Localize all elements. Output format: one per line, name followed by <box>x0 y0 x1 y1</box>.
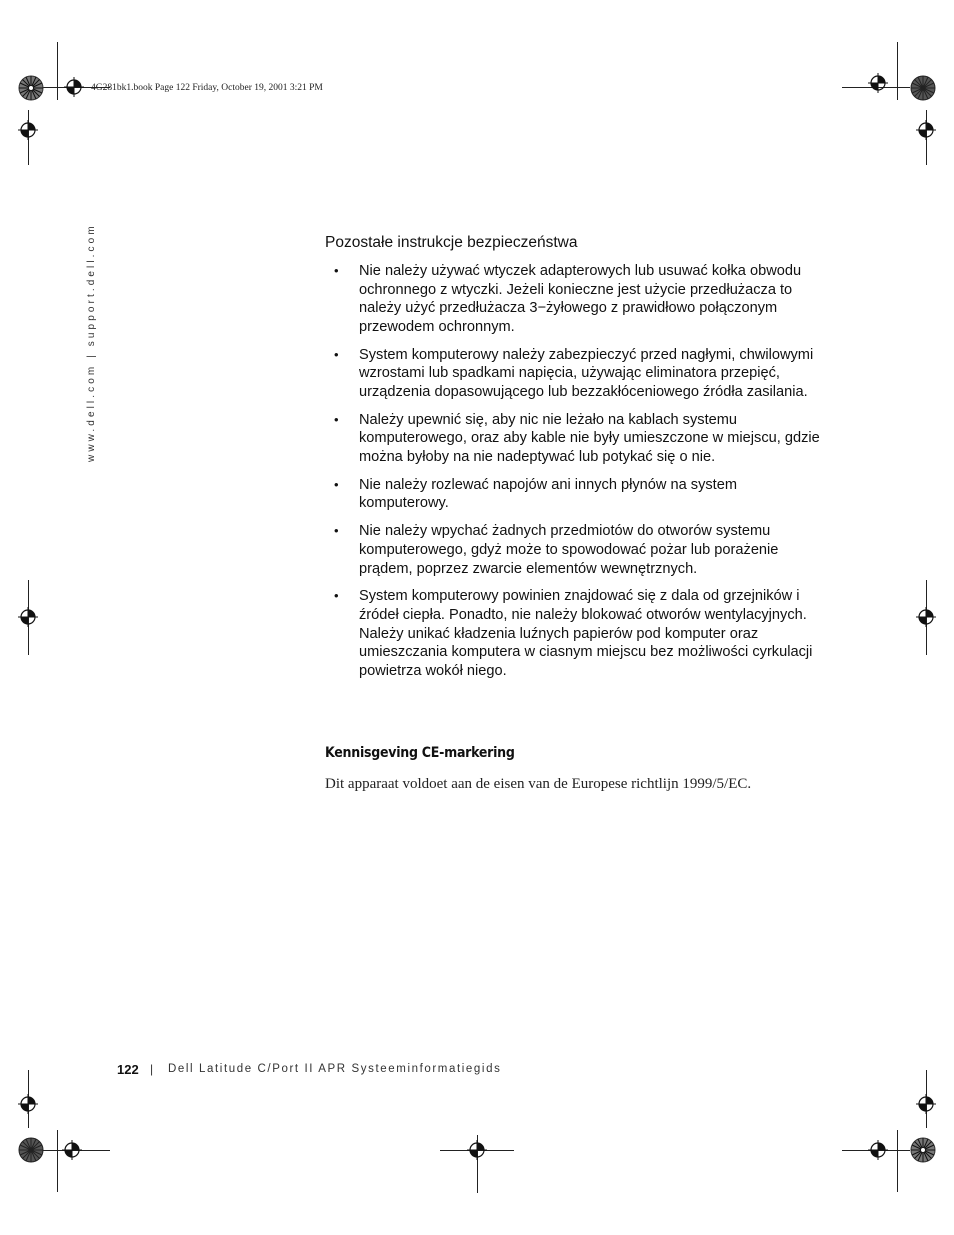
list-item <box>325 262 825 336</box>
ce-heading: Kennisgeving CE-markering <box>325 745 515 761</box>
list-item <box>325 587 825 680</box>
list-item-text: Nie należy wpychać żadnych przedmiotów do otworów systemu komputerowego, gdyż może to spowodować pożar lub porażenie prądem, poprzez zwarcie elementów wewnętrznych. <box>359 523 779 577</box>
registration-mark-icon <box>868 1140 888 1160</box>
starburst-target-icon <box>18 1137 44 1163</box>
crop-line <box>57 1130 58 1192</box>
list-item-text: System komputerowy powinien znajdować się z dala od grzejników i źródeł ciepła. Ponadto, nie należy blokować otworów wentylacyjnych. Należy unikać kładzenia luźnych papierów pod komputer oraz umieszczania komputera w ciasnym miejscu bez możliwości cyrkulacji powietrza wokół niego. <box>359 588 813 679</box>
footer-separator: | <box>150 1062 154 1076</box>
bullet-icon: • <box>334 346 339 362</box>
bullet-icon: • <box>334 263 339 278</box>
side-url: www.dell.com | support.dell.com <box>86 223 97 462</box>
bullet-list <box>325 262 825 690</box>
crop-line <box>57 42 58 100</box>
registration-mark-icon <box>64 77 84 97</box>
registration-mark-icon <box>18 607 38 627</box>
crop-line <box>897 1130 898 1192</box>
list-item-text: Nie należy rozlewać napojów ani innych płynów na system komputerowy. <box>359 476 738 512</box>
bullet-icon: • <box>334 588 339 604</box>
footer-doc-title: Dell Latitude C/Port II APR Systeeminformatiegids <box>168 1063 502 1075</box>
registration-mark-icon <box>916 120 936 140</box>
registration-mark-icon <box>18 120 38 140</box>
crop-line <box>897 42 898 100</box>
list-item <box>325 346 825 402</box>
list-item-text: System komputerowy należy zabezpieczyć przed nagłymi, chwilowymi wzrostami lub spadkami napięcia, używając eliminatora przepięć, urządzenia dopasowującego lub bezzakłóceniowego źródła zasilania. <box>359 346 814 400</box>
page-number: 122 <box>117 1062 139 1077</box>
registration-mark-icon <box>18 1094 38 1114</box>
list-item <box>325 476 825 513</box>
list-item-text: Nie należy używać wtyczek adapterowych lub usuwać kołka obwodu ochronnego z wtyczki. Jeżeli konieczne jest użycie przedłużacza to należy użyć przedłużacza 3−żyłowego z prawidłowo połączonym przewodem ochronnym. <box>359 263 802 335</box>
registration-mark-icon <box>62 1140 82 1160</box>
bullet-icon: • <box>334 523 339 539</box>
registration-mark-icon <box>868 73 888 93</box>
registration-mark-icon <box>916 607 936 627</box>
ce-body-text: Dit apparaat voldoet aan de eisen van de Europese richtlijn 1999/5/EC. <box>325 776 752 792</box>
list-item-text: Należy upewnić się, aby nic nie leżało na kablach systemu komputerowego, oraz aby kable nie były umieszczone w miejscu, gdzie można byłoby na nie nadeptywać lub potykać się o nie. <box>359 411 820 465</box>
file-header: 4G281bk1.book Page 122 Friday, October 19, 2001 3:21 PM <box>91 83 323 93</box>
section-heading: Pozostałe instrukcje bezpieczeństwa <box>325 234 578 251</box>
list-item <box>325 411 825 467</box>
starburst-target-icon <box>18 75 44 101</box>
list-item <box>325 522 825 578</box>
starburst-target-icon <box>910 1137 936 1163</box>
registration-mark-icon <box>467 1140 487 1160</box>
registration-mark-icon <box>916 1094 936 1114</box>
bullet-icon: • <box>334 411 339 427</box>
starburst-target-icon <box>910 75 936 101</box>
bullet-icon: • <box>334 476 339 492</box>
